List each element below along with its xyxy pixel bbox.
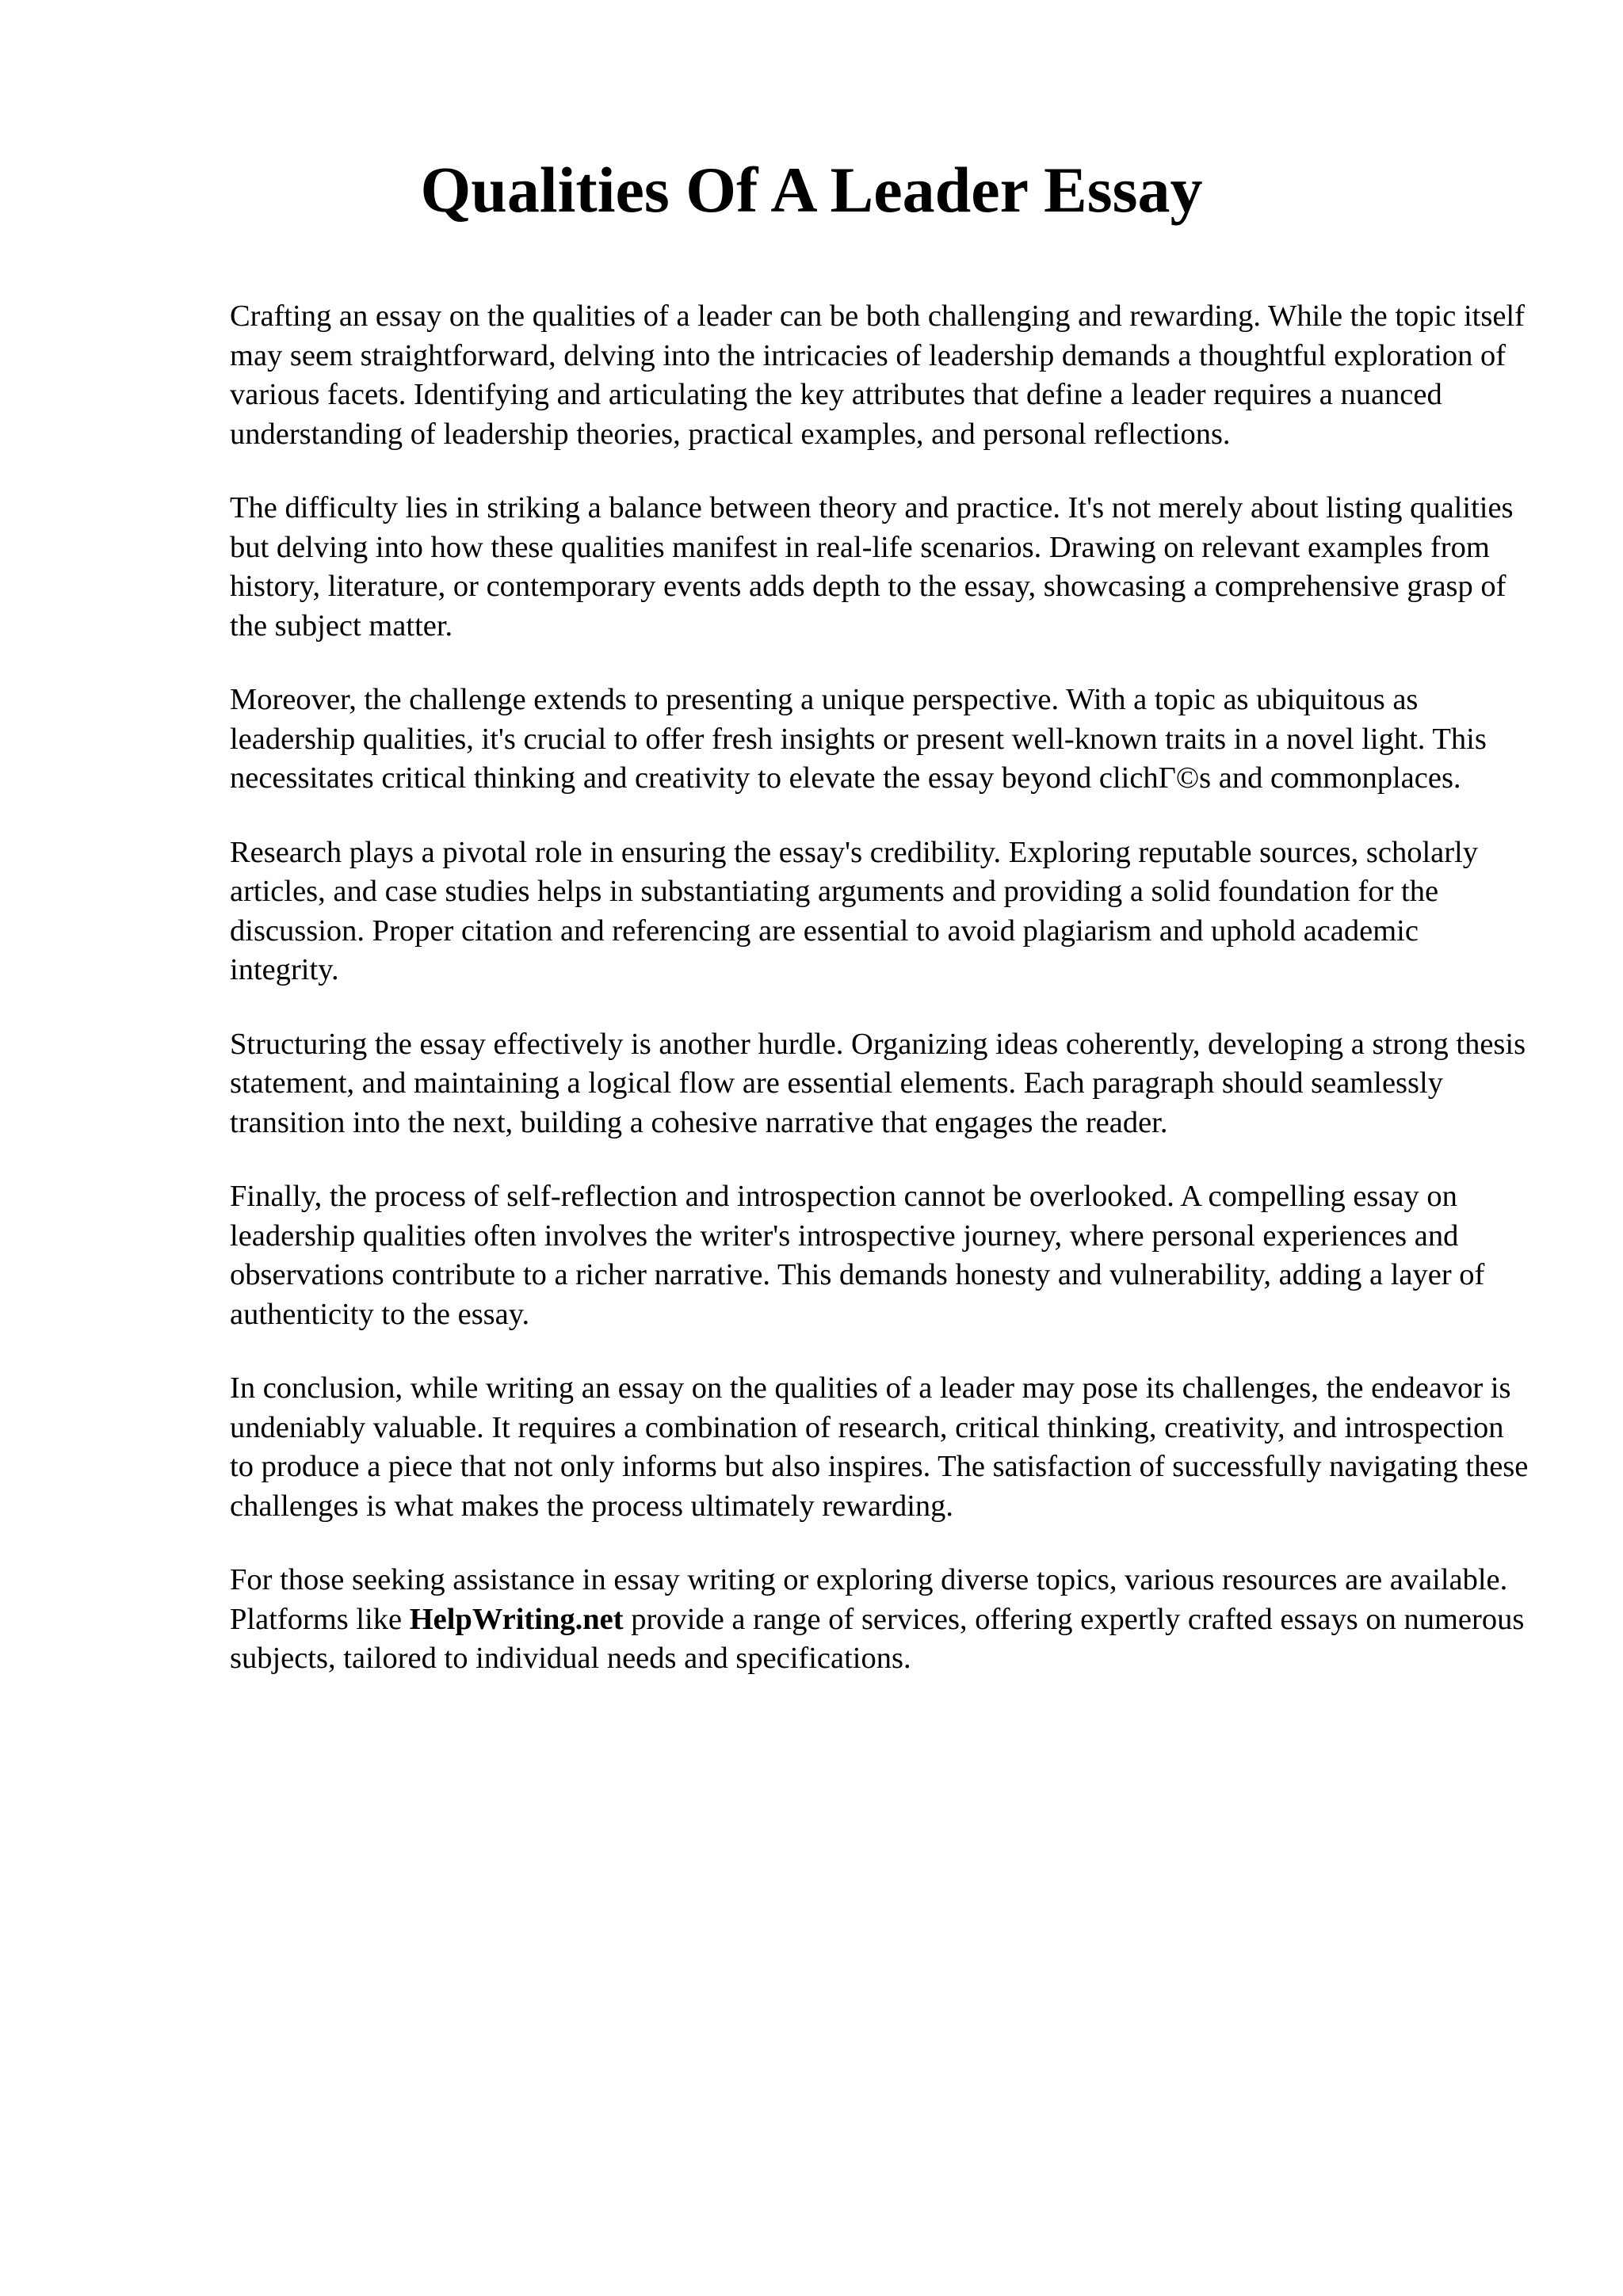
paragraph-2: The difficulty lies in striking a balance between theory and practice. It's not merely about listing qualities but delving into how these qualities manifest in real-life scenarios. Drawing on relevant examples from history, literature, or contemporary events adds depth to the essay, showcasing a comprehensive grasp of the subject matter.	[230, 491, 1514, 643]
paragraph-3: Moreover, the challenge extends to presenting a unique perspective. With a topic as ubiquitous as leadership qualities, it's crucial to offer fresh insights or present well-known traits in a novel light. This necessitates critical thinking and creativity to elevate the essay beyond clichГ©s and commonplaces.	[230, 683, 1487, 795]
paragraph-8-before: For those seeking assistance in essay writing or exploring diverse topics, various resources are available. Platforms like	[230, 1563, 1508, 1636]
paragraph-4: Research plays a pivotal role in ensuring the essay's credibility. Exploring reputable sources, scholarly articles, and case studies helps in substantiating arguments and providing a solid foundation for the discussion. Proper citation and referencing are essential to avoid plagiarism and uphold academic integrity.	[230, 835, 1479, 986]
paragraph-8	[230, 1561, 1529, 1679]
paragraph-7: In conclusion, while writing an essay on the qualities of a leader may pose its challenges, the endeavor is undeniably valuable. It requires a combination of research, critical thinking, creativity, and introspection to produce a piece that not only informs but also inspires. The satisfaction of successfully navigating these challenges is what makes the process ultimately rewarding.	[230, 1371, 1529, 1523]
document-body	[230, 297, 1529, 1714]
paragraph-5: Structuring the essay effectively is another hurdle. Organizing ideas coherently, developing a strong thesis statement, and maintaining a logical flow are essential elements. Each paragraph should seamlessly transition into the next, building a cohesive narrative that engages the reader.	[230, 1027, 1526, 1139]
paragraph-8-after: provide a range of services, offering expertly crafted essays on numerous subjects, tailored to individual needs and specifications.	[230, 1602, 1525, 1675]
paragraph-1: Crafting an essay on the qualities of a leader can be both challenging and rewarding. While the topic itself may seem straightforward, delving into the intricacies of leadership demands a thoughtful exploration of various facets. Identifying and articulating the key attributes that define a leader requires a nuanced understanding of leadership theories, practical examples, and personal reflections.	[230, 299, 1525, 451]
helpwriting-link[interactable]: HelpWriting.net	[409, 1602, 624, 1636]
paragraph-6: Finally, the process of self-reflection and introspection cannot be overlooked. A compelling essay on leadership qualities often involves the writer's introspective journey, where personal experiences and observations contribute to a richer narrative. This demands honesty and vulnerability, adding a layer of authenticity to the essay.	[230, 1180, 1485, 1331]
document-title: Qualities Of A Leader Essay	[420, 154, 1203, 226]
